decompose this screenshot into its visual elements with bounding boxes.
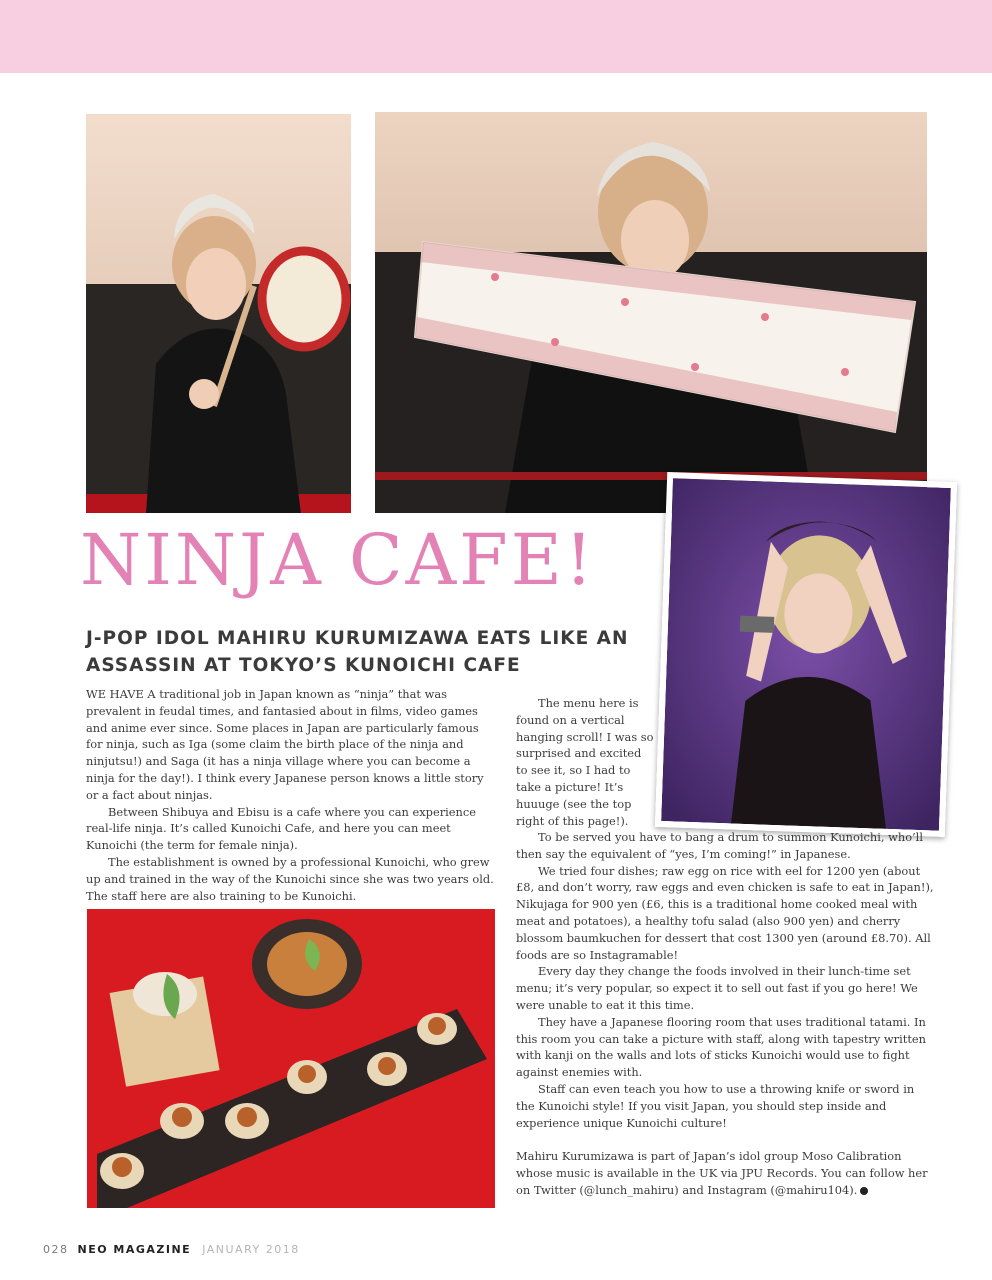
body-paragraph: WE HAVE A traditional job in Japan known as “ninja” that was prevalent in feudal times, and fantasied about in films, video games and anime ever since. Some places in Japan are particularly famous for ninja, such as Iga (some claim the birth place of the ninja and ninjutsu!) and Saga (it has a ninja village where you can become a ninja for the day!). I think every Japanese person knows a little story or a fact about ninjas. bbox=[86, 687, 484, 802]
body-column-left bbox=[86, 686, 496, 904]
magazine-name: NEO MAGAZINE bbox=[77, 1243, 192, 1256]
body-paragraph: Every day they change the foods involved in their lunch-time set menu; it’s very popular, so expect it to sell out fast if you go here! We were unable to eat it this time. bbox=[516, 964, 918, 1012]
body-paragraph: Between Shibuya and Ebisu is a cafe where you can experience real-life ninja. It’s called Kunoichi Cafe, and here you can meet Kunoichi (the term for female ninja). bbox=[86, 804, 476, 853]
body-paragraph: We tried four dishes; raw egg on rice with eel for 1200 yen (about £8, and don’t worry, raw eggs and even chicken is safe to eat in Japan!), Nikujaga for 900 yen (£6, this is a traditional home cooked meal with meat and potatoes), a healthy tofu salad (also 900 yen) and cherry blossom baumkuchen for dessert that cost 1300 yen (around £8.70). All foods are so Instagramable! bbox=[516, 863, 934, 962]
body-column-right bbox=[516, 829, 936, 1199]
photo-food-dishes bbox=[87, 909, 495, 1208]
body-paragraph: Staff can even teach you how to use a throwing knife or sword in the Kunoichi style! If you visit Japan, you should step inside and experience unique Kunoichi culture! bbox=[516, 1081, 915, 1130]
body-paragraph: The establishment is owned by a professional Kunoichi, who grew up and trained in the way of the Kunoichi since she was two years old. The staff here are also training to be Kunoichi. bbox=[86, 854, 494, 903]
issue-date: JANUARY 2018 bbox=[202, 1243, 300, 1256]
body-paragraph: The menu here is found on a vertical hanging scroll! I was so surprised and excited to see it, so I had to take a picture! It’s huuuge (see the top right of this page!). bbox=[516, 696, 654, 828]
subheading-line-1: J-POP IDOL MAHIRU KURUMIZAWA EATS LIKE AN bbox=[86, 628, 629, 649]
photo-idol-portrait bbox=[655, 472, 957, 837]
body-paragraph: To be served you have to bang a drum to summon Kunoichi, who’ll then say the equivalent of “yes, I’m coming!” in Japanese. bbox=[516, 830, 923, 861]
article-headline: NINJA CAFE! bbox=[80, 519, 596, 601]
article-subheading bbox=[86, 625, 646, 679]
photo-woman-with-menu-scroll bbox=[375, 112, 927, 513]
page-footer bbox=[43, 1243, 300, 1256]
photo-woman-with-drum bbox=[86, 114, 351, 513]
body-column-right-narrow bbox=[516, 695, 656, 829]
top-pink-band bbox=[0, 0, 992, 73]
end-mark-icon bbox=[860, 1187, 868, 1195]
page-number: 028 bbox=[43, 1243, 69, 1256]
author-bio-text: Mahiru Kurumizawa is part of Japan’s idol group Moso Calibration whose music is available in the UK via JPU Records. You can follow her on Twitter (@lunch_mahiru) and Instagram (@mahiru104). bbox=[516, 1149, 928, 1197]
subheading-line-2: ASSASSIN AT TOKYO’S KUNOICHI CAFE bbox=[86, 655, 521, 676]
author-bio bbox=[516, 1148, 936, 1198]
body-paragraph: They have a Japanese flooring room that uses traditional tatami. In this room you can take a picture with staff, along with tapestry written with kanji on the walls and lots of sticks Kunoichi would use to fight against enemies with. bbox=[516, 1014, 926, 1080]
